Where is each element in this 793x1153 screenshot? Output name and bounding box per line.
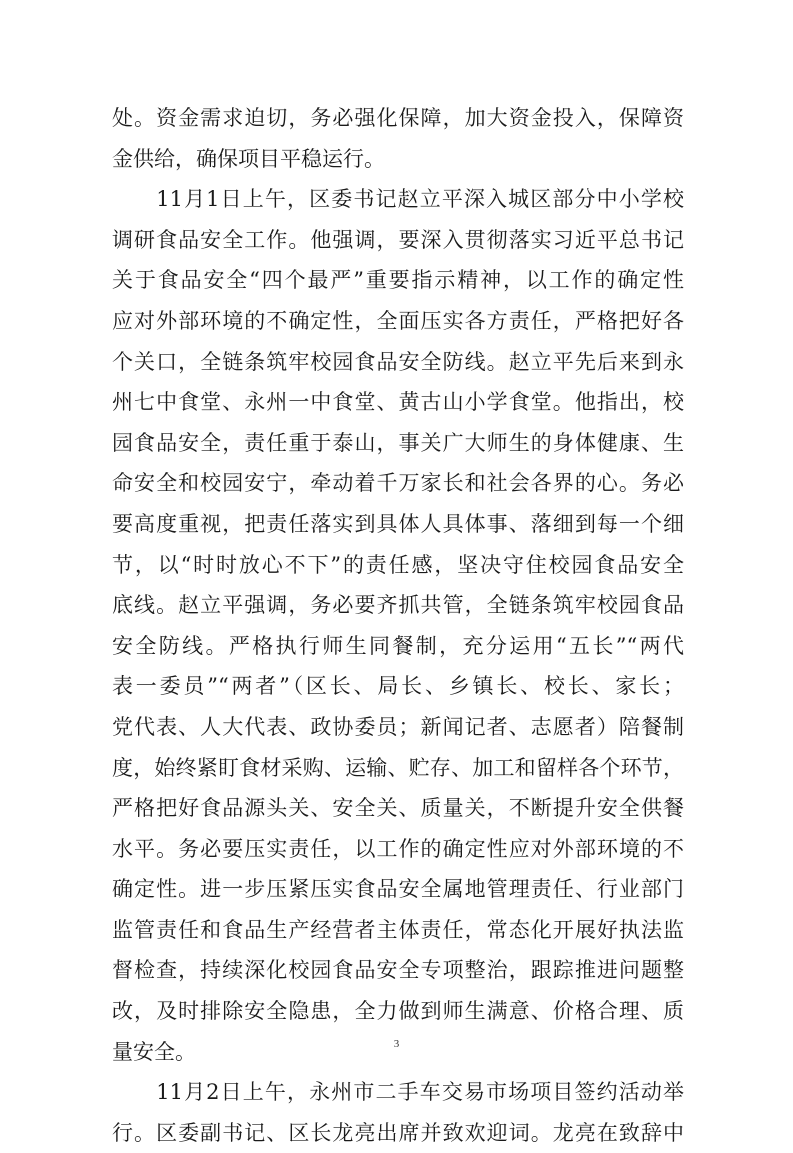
text-line: 关于食品安全“四个最严”重要指示精神，以工作的确定性	[112, 268, 684, 293]
page-number: 3	[393, 1038, 400, 1050]
text-line: 行。区委副书记、区长龙亮出席并致欢迎词。龙亮在致辞中	[112, 1120, 684, 1145]
text-line: 监管责任和食品生产经营者主体责任，常态化开展好执法监	[112, 917, 684, 942]
body-text	[112, 98, 684, 1153]
text-line: 命安全和校园安宁，牵动着千万家长和社会各界的心。务必	[112, 471, 684, 496]
text-line: 处。资金需求迫切，务必强化保障，加大资金投入，保障资	[112, 106, 684, 130]
text-line: 要高度重视，把责任落实到具体人具体事、落细到每一个细	[112, 511, 684, 536]
text-line: 安全防线。严格执行师生同餐制，充分运用“五长”“两代	[112, 633, 684, 658]
text-line: 底线。赵立平强调，务必要齐抓共管，全链条筑牢校园食品	[112, 593, 684, 618]
text-line: 个关口，全链条筑牢校园食品安全防线。赵立平先后来到永	[112, 349, 684, 374]
text-line: 党代表、人大代表、政协委员；新闻记者、志愿者）陪餐制	[112, 714, 684, 739]
text-line: 水平。务必要压实责任，以工作的确定性应对外部环境的不	[112, 836, 684, 861]
text-line: 表一委员”“两者”（区长、局长、乡镇长、校长、家长；	[112, 674, 684, 699]
text-line: 改，及时排除安全隐患，全力做到师生满意、价格合理、质	[112, 999, 684, 1024]
text-line: 园食品安全，责任重于泰山，事关广大师生的身体健康、生	[112, 430, 684, 455]
text-line: 节，以“时时放心不下”的责任感，坚决守住校园食品安全	[112, 552, 684, 577]
text-line: 金供给，确保项目平稳运行。	[112, 146, 385, 171]
text-line: 督检查，持续深化校园食品安全专项整治，跟踪推进问题整	[112, 958, 684, 983]
text-line: 确定性。进一步压紧压实食品安全属地管理责任、行业部门	[112, 877, 684, 902]
text-line: 州七中食堂、永州一中食堂、黄古山小学食堂。他指出，校	[112, 390, 684, 415]
text-line: 度，始终紧盯食材采购、运输、贮存、加工和留样各个环节，	[112, 755, 684, 780]
text-line: 11月2日上午，永州市二手车交易市场项目签约活动举	[112, 1080, 684, 1105]
text-line: 量安全。	[112, 1039, 196, 1064]
text-line: 严格把好食品源头关、安全关、质量关，不断提升安全供餐	[112, 796, 684, 821]
text-line: 应对外部环境的不确定性，全面压实各方责任，严格把好各	[112, 308, 684, 333]
text-line: 11月1日上午，区委书记赵立平深入城区部分中小学校	[112, 187, 684, 212]
text-line: 调研食品安全工作。他强调，要深入贯彻落实习近平总书记	[112, 227, 684, 252]
